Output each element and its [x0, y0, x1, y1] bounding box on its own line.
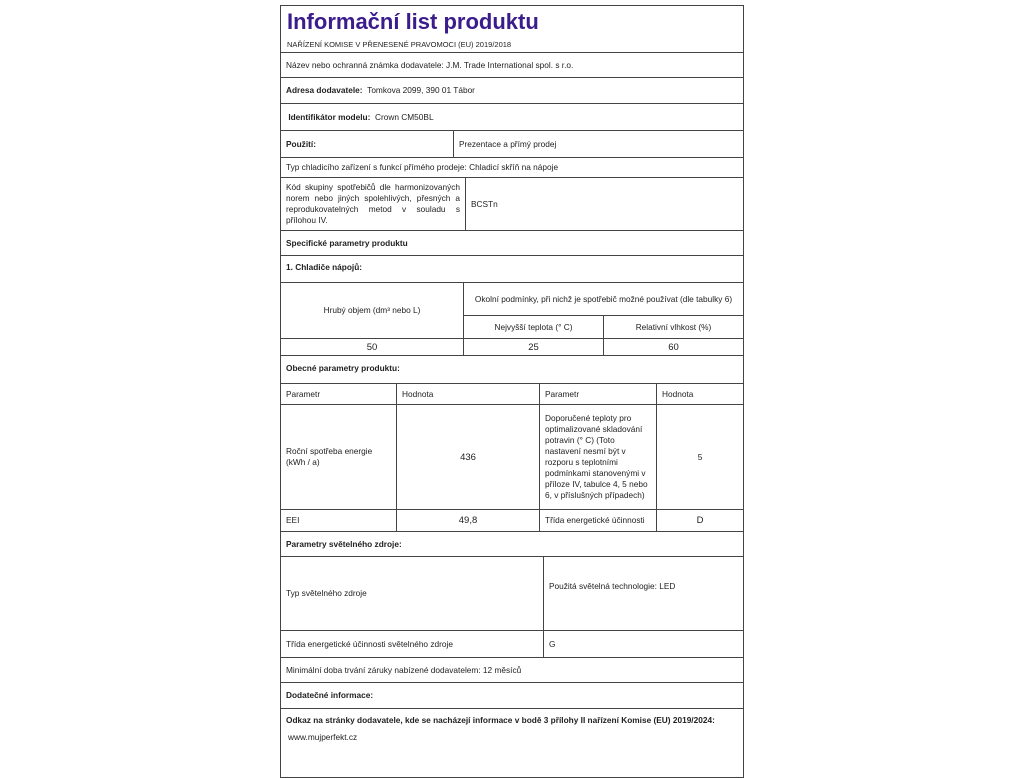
volume-value: 50 [280, 338, 464, 356]
model-value: Crown CM50BL [375, 111, 434, 122]
humidity-value: 60 [603, 338, 744, 356]
light-class-label: Třída energetické účinnosti světelného zdroje [280, 630, 544, 658]
energy-class-value: D [656, 509, 744, 532]
annual-consumption-value: 436 [396, 404, 540, 510]
use-value: Prezentace a přímý prodej [453, 130, 744, 158]
model-row [280, 103, 744, 131]
col-param-1: Parametr [280, 383, 397, 405]
max-temp-label: Nejvyšší teplota (° C) [463, 315, 604, 339]
light-technology: Použitá světelná technologie: LED [543, 556, 744, 631]
specific-params-heading: Specifické parametry produktu [280, 230, 744, 256]
subtitle: NAŘÍZENÍ KOMISE V PŘENESENÉ PRAVOMOCI (EU) 2019/2018 [287, 40, 512, 49]
recommended-temp-value: 5 [656, 404, 744, 510]
address-label: Adresa dodavatele: [286, 85, 363, 95]
model-label: Identifikátor modelu: [288, 111, 371, 122]
general-params-heading: Obecné parametry produktu: [280, 355, 744, 384]
address-value: Tomkova 2099, 390 01 Tábor [367, 85, 475, 95]
humidity-label: Relativní vlhkost (%) [603, 315, 744, 339]
use-label: Použití: [280, 130, 454, 158]
eei-value: 49,8 [396, 509, 540, 532]
light-class-value: G [543, 630, 744, 658]
col-param-2: Parametr [539, 383, 657, 405]
energy-class-label: Třída energetické účinnosti [539, 509, 657, 532]
supplier-row: Název nebo ochranná známka dodavatele: J.M. Trade International spol. s r.o. [280, 52, 744, 78]
eei-label: EEI [280, 509, 397, 532]
volume-label: Hrubý objem (dm³ nebo L) [280, 282, 464, 339]
supplier-link[interactable]: www.mujperfekt.cz [288, 732, 358, 742]
beverage-coolers-heading: 1. Chladiče nápojů: [280, 255, 744, 283]
col-value-1: Hodnota [396, 383, 540, 405]
supplier-link-label: Odkaz na stránky dodavatele, kde se nacházejí informace v bodě 3 přílohy II nařízení Komise (EU) 2019/2024: [286, 715, 715, 725]
type-row: Typ chladicího zařízení s funkcí přímého prodeje: Chladicí skříň na nápoje [280, 157, 744, 178]
group-code-label: Kód skupiny spotřebičů dle harmonizovaných norem nebo jiných spolehlivých, přesných a reprodukovatelných metod v souladu s přílohou IV. [280, 177, 466, 231]
additional-info-heading: Dodatečné informace: [280, 682, 744, 709]
col-value-2: Hodnota [656, 383, 744, 405]
group-code-value: BCSTn [465, 177, 744, 231]
annual-consumption-label: Roční spotřeba energie (kWh / a) [280, 404, 397, 510]
light-params-heading: Parametry světelného zdroje: [280, 531, 744, 557]
address-row [280, 77, 744, 104]
warranty-row: Minimální doba trvání záruky nabízené dodavatelem: 12 měsíců [280, 657, 744, 683]
recommended-temp-label: Doporučené teploty pro optimalizované skladování potravin (° C) (Toto nastavení nesmí být v rozporu s teplotními podmínkami stanovenými v příloze IV, tabulce 4, 5 nebo 6, v příslušných případech) [539, 404, 657, 510]
page-title: Informační list produktu [287, 9, 539, 34]
max-temp-value: 25 [463, 338, 604, 356]
ambient-label: Okolní podmínky, při nichž je spotřebič možné používat (dle tabulky 6) [463, 282, 744, 316]
light-type-label: Typ světelného zdroje [280, 556, 544, 631]
